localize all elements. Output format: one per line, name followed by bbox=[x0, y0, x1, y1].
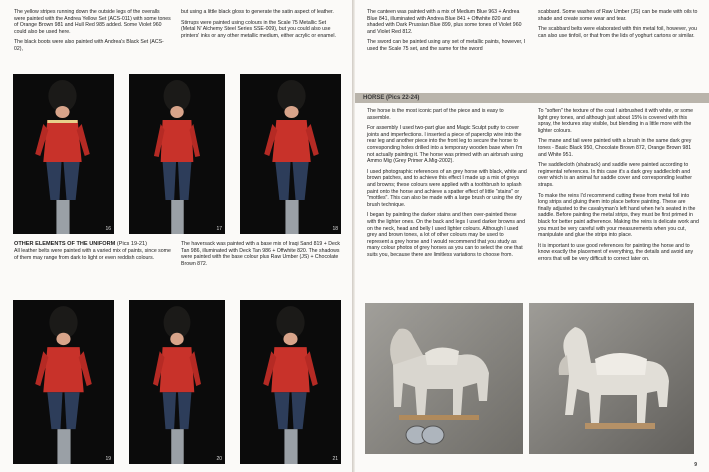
page-number: 9 bbox=[694, 462, 697, 468]
left-section-col1 bbox=[14, 241, 172, 265]
paragraph: To "soften" the texture of the coat I airbrushed it with white, or some light grey tones, and although just about 15% is covered with this spray, the textures stay visible, but blending in a little more with the lighter colours. bbox=[538, 108, 694, 134]
photo-number: 18 bbox=[332, 226, 338, 232]
photo-number: 16 bbox=[105, 226, 111, 232]
figure-photo-18 bbox=[240, 74, 341, 234]
right-col1-top-text bbox=[367, 9, 527, 57]
figure-photo-21 bbox=[240, 300, 341, 464]
paragraph: The sword can be painted using any set of metallic paints, however, I used the Scale 75 set, and the same for the sword bbox=[367, 39, 526, 52]
right-col2-body bbox=[538, 108, 700, 266]
horse-section-bar bbox=[355, 93, 709, 103]
photo-number: 21 bbox=[332, 456, 338, 462]
horse-photo-side bbox=[529, 303, 694, 454]
horse-photo-front bbox=[365, 303, 523, 454]
right-col1-body bbox=[367, 108, 527, 262]
figure-photo-16 bbox=[13, 74, 114, 234]
soldier-figure-image bbox=[13, 300, 114, 464]
paragraph: The mane and tail were painted with a brush in the same dark grey tones - Basic Black 950, Chocolate Brown 872, Orange Brown 981 and White 951. bbox=[538, 138, 692, 158]
paragraph: All leather belts were painted with a varied mix of paints, since some of them may range from dark to light or even reddish colours. bbox=[14, 248, 171, 261]
paragraph: The scabbard belts were elaborated with thin metal foil, however, you can also use tinfoil, or that from the lids of yoghurt cartons or similar. bbox=[538, 26, 697, 39]
section-heading bbox=[14, 241, 172, 248]
paragraph: The horse is the most iconic part of the piece and is easy to assemble. bbox=[367, 108, 504, 121]
right-col2-top-text bbox=[538, 9, 698, 43]
paragraph: It is important to use good references for painting the horse and to know exactly the placement of everything, the details and avoid any errors that will be very difficult to correct later on. bbox=[538, 242, 694, 262]
left-page bbox=[0, 0, 352, 472]
photo-number: 20 bbox=[216, 456, 222, 462]
paragraph: Stirrups were painted using colours in the Scale 75 Metallic Set (Metal N' Alchemy Steel Series SSE-009), but you could also use printers' inks or any other metallic medium, either acrylic or enamel. bbox=[181, 19, 336, 39]
paragraph: I used photographic references of an grey horse with black, white and brown patches, and to achieve this effect I made up a mix of greys and browns; these colours were applied with a toothbrush to splash paint onto the horse and achieve a spatter effect of little "stains" or "mottles". This can also be made with a large brush or using the dry brush technique. bbox=[367, 168, 527, 208]
photo-number: 19 bbox=[105, 456, 111, 462]
soldier-figure-image bbox=[129, 74, 225, 234]
soldier-figure-image bbox=[13, 74, 114, 234]
left-col2-top-text bbox=[181, 9, 341, 43]
paragraph: The saddlecloth (shabrack) and saddle were painted according to regimental references. In this case it's a dark grey saddlecloth and over which is an animal fur saddle cover and corresponding leather straps. bbox=[538, 162, 692, 188]
paragraph: but using a little black gloss to generate the satin aspect of leather. bbox=[181, 9, 334, 15]
left-section-col2 bbox=[181, 241, 341, 271]
soldier-figure-image bbox=[240, 74, 341, 234]
paragraph: To make the reins I'd recommend cutting these from metal foil into long strips and gluing them into place before painting. These are finally adjusted to the cavalryman's left hand when he's seated in the saddle. Before painting the metal strips, they must be first primed in black for better paint adherence. Making the reins is delicate work and you must be very careful with your measurements when you cut, manipulate and glue the strips into place. bbox=[538, 192, 699, 239]
paragraph: The yellow stripes running down the outside legs of the overalls were painted with the Andrea Yellow Set (ACS-011) with some tones of Orange Brown 981 and Hull Red 985 added. Some Violet 960 could also be used here. bbox=[14, 9, 171, 35]
photo-number: 17 bbox=[216, 226, 222, 232]
figure-photo-20 bbox=[129, 300, 225, 464]
left-col1-top-text bbox=[14, 9, 172, 57]
horse-section-heading: HORSE (Pics 22-24) bbox=[363, 94, 420, 101]
soldier-figure-image bbox=[240, 300, 341, 464]
figure-photo-19 bbox=[13, 300, 114, 464]
section-pic-range: (Pics 19-21) bbox=[115, 241, 148, 247]
horse-model-image bbox=[529, 303, 694, 454]
paragraph: The black boots were also painted with Andrea's Black Set (ACS-02), bbox=[14, 39, 164, 52]
paragraph: The canteen was painted with a mix of Medium Blue 963 + Andrea Blue 841, illuminated with Andrea Blue 841 + Offwhite 820 and shaded with Dark Prussian Blue 899, plus some tones of Violet 960 and Violet Red 812. bbox=[367, 9, 522, 35]
figure-photo-17 bbox=[129, 74, 225, 234]
paragraph: I began by painting the darker stains and then over-painted these with the lighter ones. On the back and legs I used darker browns and on the neck, head and belly I used lighter colours. Although I used grey and brown tones, a lot of other colours may be used to represent a grey horse and I would recommend that you study as many colour photos of grey horses as you can to select the one that suits you, because there are limitless variations to choose from. bbox=[367, 212, 526, 258]
section-title: OTHER ELEMENTS OF THE UNIFORM bbox=[14, 241, 116, 247]
soldier-figure-image bbox=[129, 300, 225, 464]
horse-model-image bbox=[365, 303, 523, 454]
paragraph: For assembly I used two-part glue and Magic Sculpt putty to cover joints and imperfections. I inserted a piece of paperclip wire into the rear leg and another piece into the front leg to secure the horse to corresponding holes drilled into a temporary wooden base when I'm not actually painting it. The horse was primed with an airbrush using Ammo Mig (Grey Primer A.Mig-2002). bbox=[367, 125, 523, 165]
paragraph: The haversack was painted with a base mix of Iraqi Sand 819 + Deck Tan 986, illuminated with Deck Tan 986 + Offwhite 820. The shadows were painted with the base colour plus Raw Umber (JS) + Chocolate Brown 872. bbox=[181, 241, 341, 267]
paragraph: scabbard. Some washes of Raw Umber (JS) can be made with oils to shade and create some wear and tear. bbox=[538, 9, 698, 22]
